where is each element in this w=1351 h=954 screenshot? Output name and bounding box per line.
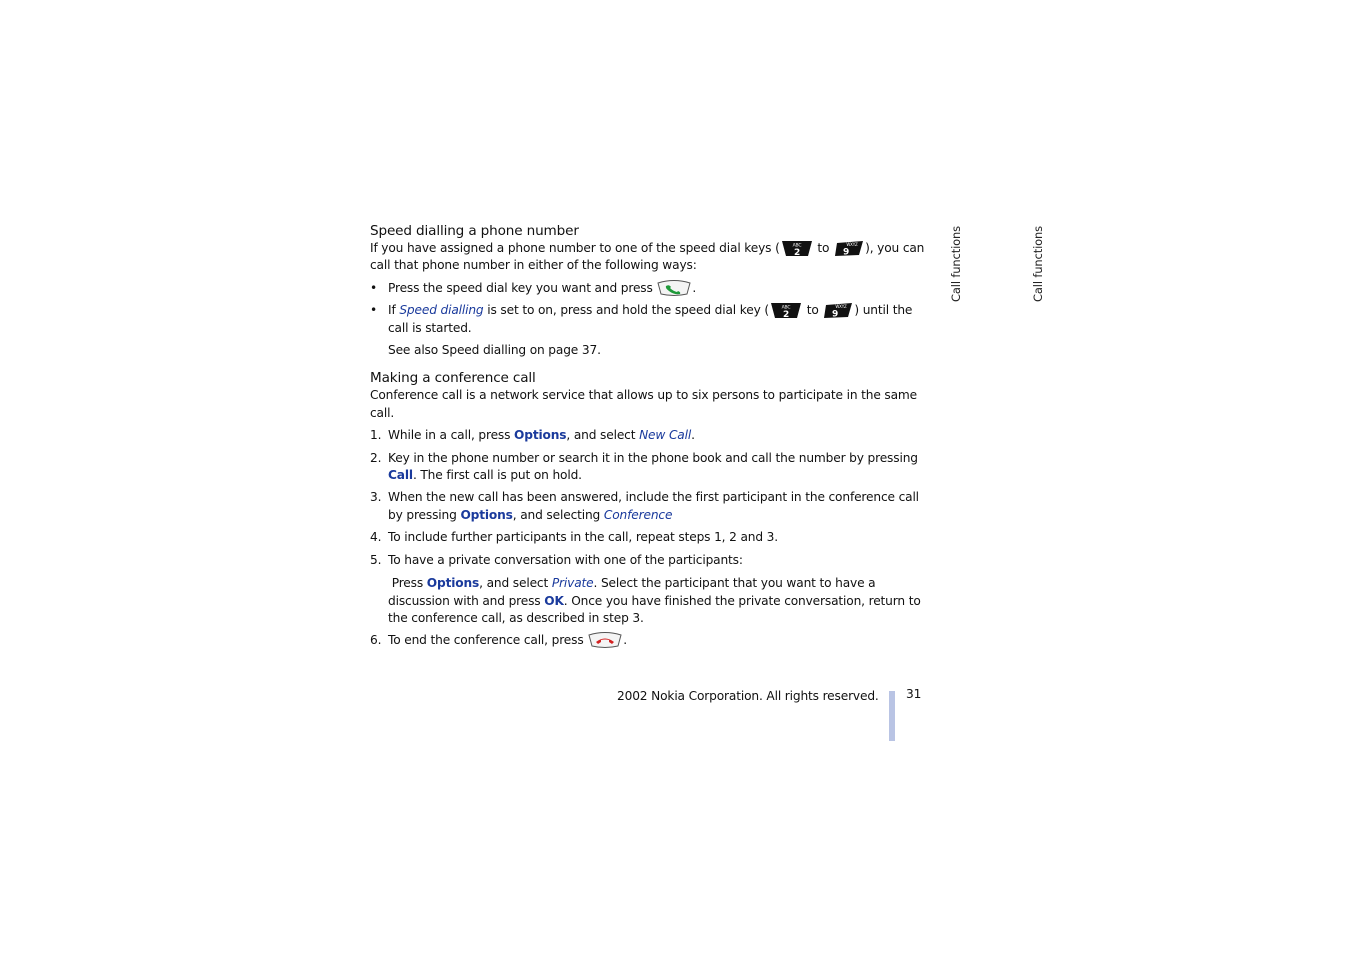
softkey-call: Call: [388, 468, 413, 483]
section-title-speed-dialling: Speed dialling a phone number: [370, 223, 579, 239]
step-number: 5.: [370, 552, 382, 567]
end-key-icon: [588, 632, 622, 649]
page-number: 31: [906, 687, 922, 701]
svg-text:ABC: ABC: [792, 243, 802, 249]
side-tab-call-functions: Call functions: [949, 226, 963, 302]
key-9-icon: [834, 240, 864, 257]
step-number: 4.: [370, 530, 382, 545]
svg-text:WXYZ: WXYZ: [846, 242, 858, 247]
call-key-icon: [657, 280, 691, 297]
see-also-note: See also Speed dialling on page 37.: [388, 343, 601, 358]
softkey-options: Options: [514, 428, 567, 443]
key-2-icon: [781, 240, 813, 257]
svg-text:9: 9: [832, 309, 839, 320]
svg-text:2: 2: [782, 310, 790, 320]
bullet-speed-dialling-setting: • If Speed dialling is set to on, press and hold the speed dial key ( ABC 2 to WXYZ 9 ) until the call is started.: [370, 303, 913, 335]
menu-item-new-call: New Call: [639, 428, 692, 443]
softkey-options: Options: [426, 576, 480, 591]
step-2: 2. Key in the phone number or search it in the phone book and call the number by pressing Call. The first call is put on hold.: [370, 450, 918, 483]
step-5-detail: Press Options, and select Private. Select the participant that you want to have a discussion with and press OK. Once you have finished the private conversation, return to the conference call, as described in step 3.: [388, 576, 921, 625]
step-6: 6. To end the conference call, press .: [370, 632, 926, 649]
conference-intro: Conference call is a network service that allows up to six persons to participate in the same call.: [370, 388, 917, 420]
svg-text:9: 9: [843, 247, 850, 257]
menu-item-private: Private: [551, 576, 594, 591]
step-number: 2.: [370, 450, 382, 465]
step-4: 4. To include further participants in the call, repeat steps 1, 2 and 3.: [370, 529, 926, 546]
key-9-icon: [823, 302, 853, 319]
page-content: [370, 222, 926, 650]
footer-copyright: 2002 Nokia Corporation. All rights reserved.: [617, 689, 879, 703]
side-tab-call-functions: Call functions: [1031, 226, 1045, 302]
menu-item-conference: Conference: [603, 507, 673, 522]
section-title-conference-call: Making a conference call: [370, 370, 536, 387]
svg-text:WXYZ: WXYZ: [835, 304, 848, 310]
step-number: 6.: [370, 633, 382, 648]
speed-dial-intro: If you have assigned a phone number to one of the speed dial keys ( ABC 2 to WXYZ 9 ), you can call that phone number in either of the following ways:: [370, 241, 925, 273]
footer-accent-bar: [889, 691, 895, 741]
bullet-mark: •: [370, 280, 378, 295]
svg-text:2: 2: [793, 248, 800, 257]
softkey-options: Options: [460, 507, 513, 522]
step-5: 5. To have a private conversation with one of the participants:: [370, 552, 926, 569]
step-1: 1. While in a call, press Options, and select New Call.: [370, 427, 926, 444]
bullet-mark: •: [370, 303, 378, 318]
step-number: 3.: [370, 490, 382, 505]
step-3: 3. When the new call has been answered, include the first participant in the conference call by pressing Options, and selecting Conference: [370, 490, 919, 522]
step-number: 1.: [370, 428, 382, 443]
bullet-press-key: • Press the speed dial key you want and press .: [370, 280, 926, 297]
setting-speed-dialling: Speed dialling: [399, 303, 484, 318]
key-2-icon: [770, 302, 802, 319]
softkey-ok: OK: [544, 593, 564, 608]
svg-text:ABC: ABC: [781, 305, 791, 311]
